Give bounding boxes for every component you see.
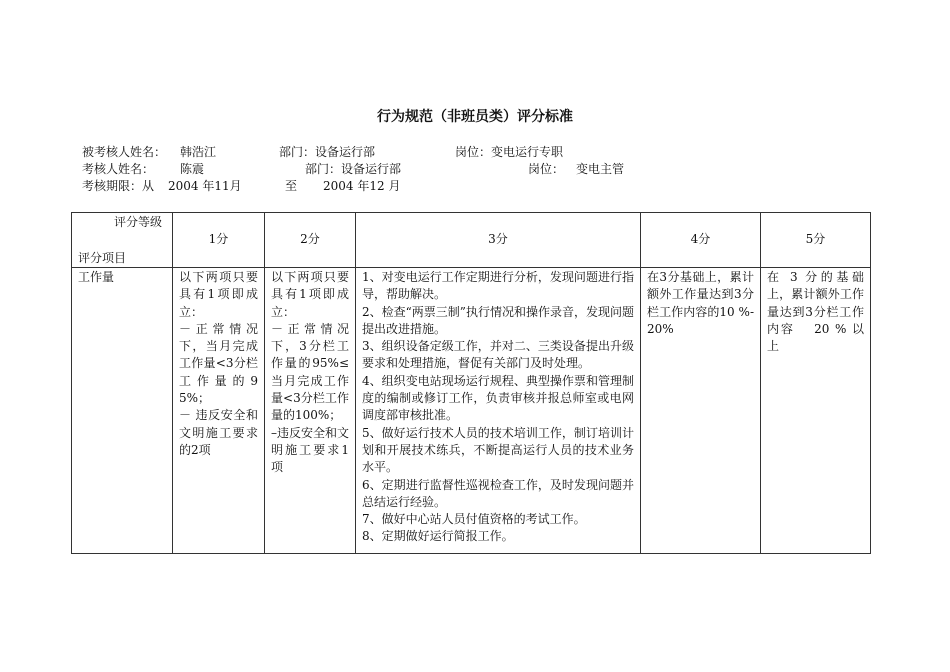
level-header-2: 2分 [265, 213, 356, 268]
level-2-line: －正常情况下，3分栏工作量的95%≤当月完成工作量<3分栏工作量的100%； [271, 321, 349, 423]
level-2-line: 以下两项只要具有1项即成立： [271, 270, 349, 319]
period-to-label: 至 [285, 179, 298, 193]
level-3-item: 7、做好中心站人员付值资格的考试工作。 [362, 512, 586, 527]
period-to: 2004 年12 月 [323, 179, 401, 193]
level-3-item: 3、组织设备定级工作，并对二、三类设备提出升级要求和处理措施，督促有关部门及时处理。 [362, 339, 634, 371]
level-3-item: 4、组织变电站现场运行规程、典型操作票和管理制度的编制或修订工作，负责审核并报总师室或电网调度部审核批准。 [362, 373, 634, 423]
level-3-item: 1、对变电运行工作定期进行分析，发现问题进行指导，帮助解决。 [362, 270, 634, 302]
level-header-4: 4分 [641, 213, 761, 268]
level-header-3: 3分 [356, 213, 641, 268]
level-1-line: － 违反安全和文明施工要求的2项 [179, 408, 258, 457]
examiner-name: 陈震 [180, 162, 205, 176]
level-3-item: 8、定期做好运行简报工作。 [362, 529, 514, 544]
level-3-item: 5、做好运行技术人员的技术培训工作，制订培训计划和开展技术练兵，不断提高运行人员的技术业务水平。 [362, 425, 634, 475]
level-2-cell [265, 268, 356, 554]
corner-item-label: 评分项目 [78, 250, 127, 265]
examiner-department: 部门：设备运行部 [305, 162, 402, 176]
level-1-cell [173, 268, 265, 554]
scoring-table [71, 212, 871, 554]
examiner-label: 考核人姓名： [82, 162, 155, 176]
level-5-cell: 在 3 分的基础上，累计额外工作量达到3分栏工作内容 20 % 以上 [761, 268, 871, 554]
examiner-post-label: 岗位： [528, 162, 565, 176]
item-cell: 工作量 [72, 268, 173, 554]
corner-cell [72, 213, 173, 268]
period-from: 2004 年11月 [168, 179, 242, 193]
level-header-5: 5分 [761, 213, 871, 268]
corner-level-label: 评分等级 [113, 215, 162, 229]
level-header-1: 1分 [173, 213, 265, 268]
examinee-label: 被考核人姓名： [82, 145, 167, 159]
level-3-item: 6、定期进行监督性巡视检查工作，及时发现问题并总结运行经验。 [362, 477, 634, 509]
level-1-line: 以下两项只要具有1项即成立： [179, 270, 258, 319]
examinee-post: 岗位：变电运行专职 [455, 145, 564, 159]
examinee-name: 韩浩江 [180, 145, 217, 159]
level-1-line: －正常情况下，当月完成工作量<3分栏工作量的95%； [179, 321, 258, 406]
examiner-post-value: 变电主管 [576, 162, 625, 176]
table-row [72, 268, 871, 554]
period-label: 考核期限：从 [82, 179, 155, 193]
level-3-cell [356, 268, 641, 554]
header-row [72, 213, 871, 268]
level-4-cell: 在3分基础上，累计额外工作量达到3分栏工作内容的10 %- 20% [641, 268, 761, 554]
level-3-item: 2、检查“两票三制”执行情况和操作录音，发现问题提出改进措施。 [362, 304, 634, 336]
examinee-department: 部门：设备运行部 [279, 145, 376, 159]
level-2-line: –违反安全和文明施工要求1项 [271, 425, 350, 475]
page-title: 行为规范（非班员类）评分标准 [377, 109, 573, 125]
